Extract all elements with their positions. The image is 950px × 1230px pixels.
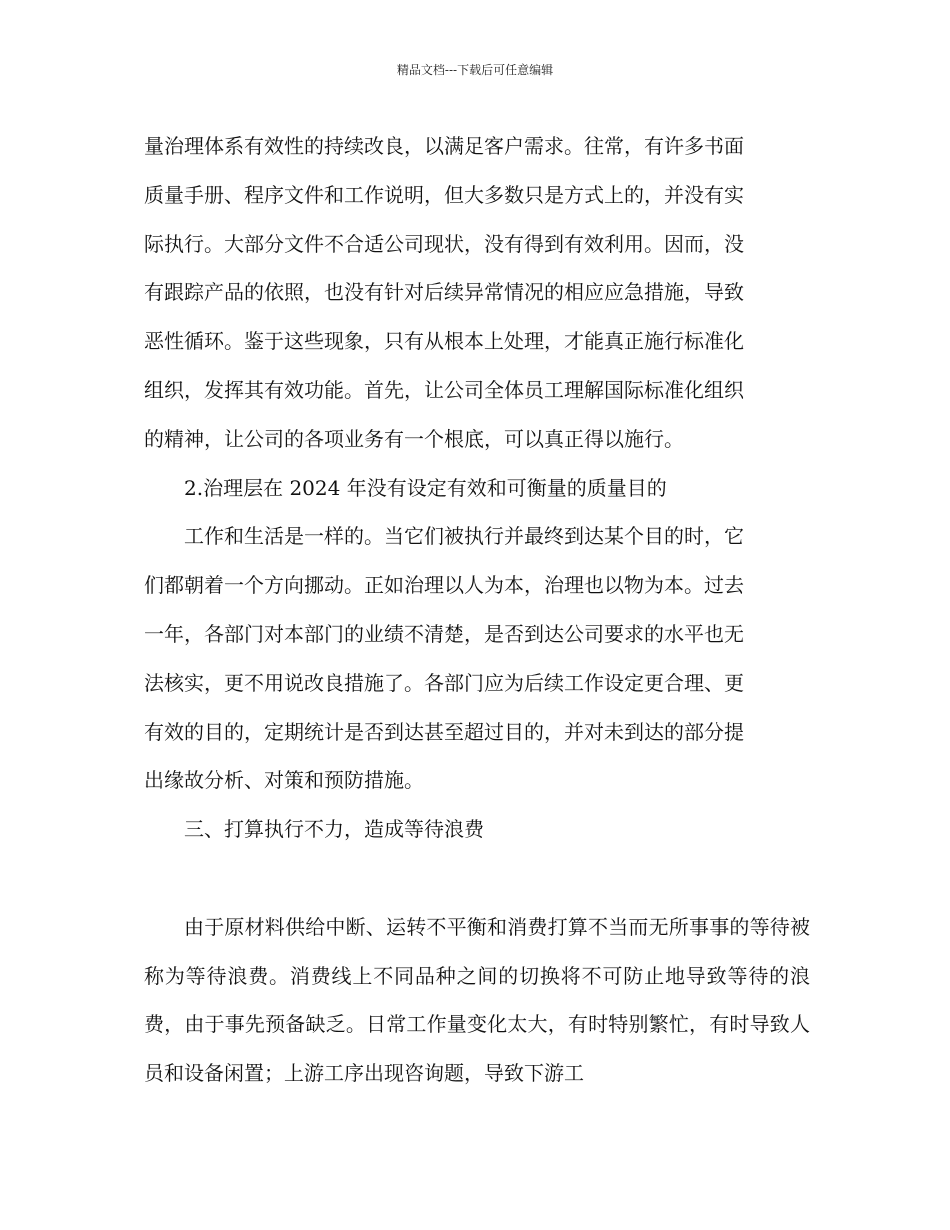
text-line: 际执行。大部分文件不合适公司现状，没有得到有效利用。因而，没	[144, 231, 744, 256]
text-line: 工作和生活是一样的。当它们被执行并最终到达某个目的时，它	[144, 524, 744, 549]
paragraph: 由于原材料供给中断、运转不平衡和消费打算不当而无所事事的等待被称为等待浪费。消费线上不同品种之间的切换将不可防止地导致等待的浪费，由于事先预备缺乏。日常工作量变化太大，有时特别繁忙，有时导致人员和设备闲置；上游工序出现咨询题，导致下游工	[144, 914, 810, 1086]
text-line: 有效的目的，定期统计是否到达甚至超过目的，并对未到达的部分提	[144, 719, 744, 744]
text-line: 组织，发挥其有效功能。首先，让公司全体员工理解国际标准化组织	[144, 377, 744, 402]
page-header: 精品文档---下载后可任意编辑	[396, 63, 554, 77]
text-line: 质量手册、程序文件和工作说明，但大多数只是方式上的，并没有实	[144, 182, 744, 207]
document-body	[144, 122, 810, 1098]
text-line: 一年，各部门对本部门的业绩不清楚，是否到达公司要求的水平也无	[144, 621, 744, 646]
text-line: 法核实，更不用说改良措施了。各部门应为后续工作设定更合理、更	[144, 670, 744, 695]
text-line: 恶性循环。鉴于这些现象，只有从根本上处理，才能真正施行标准化	[144, 329, 744, 354]
text-line: 量治理体系有效性的持续改良，以满足客户需求。往常，有许多书面	[144, 134, 744, 158]
section-heading: 2.治理层在 2024 年没有设定有效和可衡量的质量目的	[144, 475, 667, 500]
text-line: 们都朝着一个方向挪动。正如治理以人为本，治理也以物为本。过去	[144, 573, 744, 598]
section-heading: 三、打算执行不力，造成等待浪费	[144, 817, 484, 842]
blank-line	[144, 854, 810, 903]
text-line: 有跟踪产品的依照，也没有针对后续异常情况的相应应急措施，导致	[144, 280, 744, 305]
text-line: 出缘故分析、对策和预防措施。	[144, 768, 424, 793]
text-line: 的精神，让公司的各项业务有一个根底，可以真正得以施行。	[144, 426, 684, 451]
